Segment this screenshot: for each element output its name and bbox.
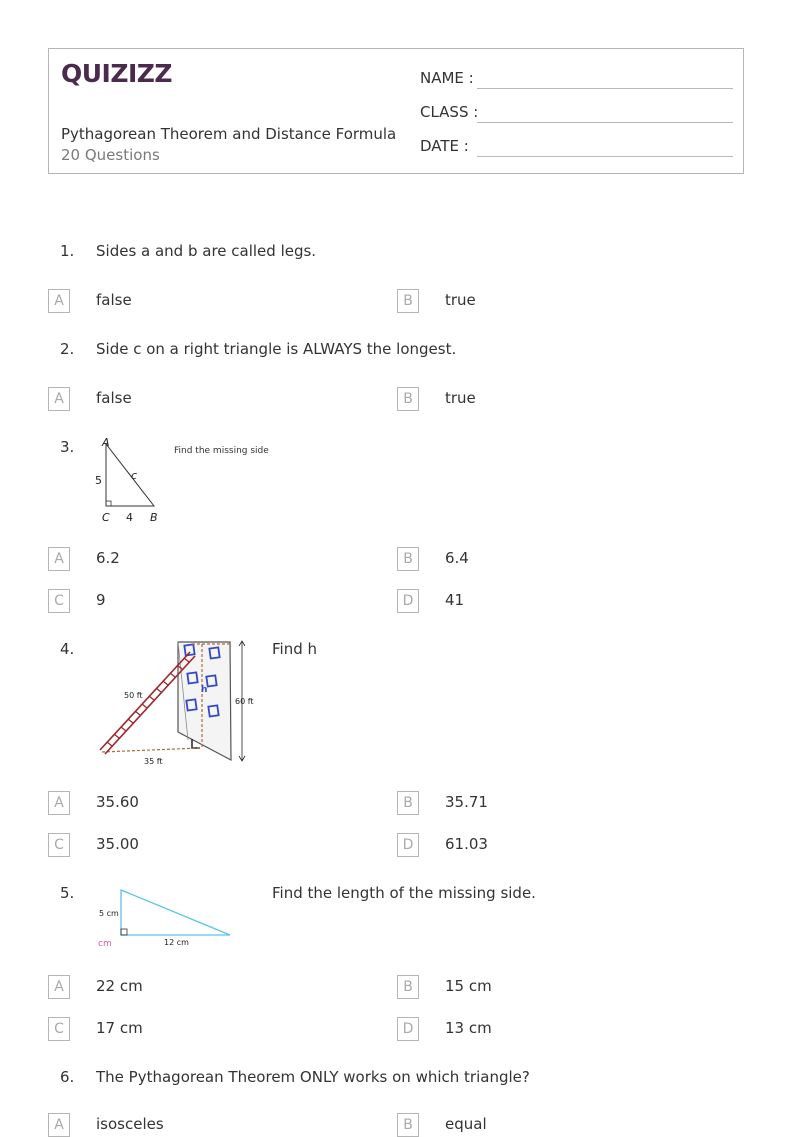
vertex-b-label: B xyxy=(150,511,158,524)
side-5cm-label: 5 cm xyxy=(99,909,119,918)
option-letter[interactable]: A xyxy=(48,791,70,815)
h-label: h xyxy=(201,685,208,695)
question-text: Side c on a right triangle is ALWAYS the longest. xyxy=(96,340,457,358)
vertex-a-label: A xyxy=(102,436,110,449)
option-text[interactable]: 22 cm xyxy=(96,977,143,995)
triangle-figure xyxy=(90,432,280,528)
option-letter[interactable]: C xyxy=(48,1017,70,1041)
worksheet-header xyxy=(48,48,744,174)
side-c-label: c xyxy=(131,469,138,482)
question-text: Sides a and b are called legs. xyxy=(96,242,317,260)
class-label: CLASS : xyxy=(420,103,479,121)
option-text[interactable]: false xyxy=(96,389,132,407)
ladder-label: 50 ft xyxy=(124,691,143,700)
option-letter[interactable]: A xyxy=(48,547,70,571)
base-label: 35 ft xyxy=(144,757,163,766)
question-number: 1. xyxy=(60,242,75,260)
option-letter[interactable]: B xyxy=(397,547,419,571)
option-text[interactable]: 35.00 xyxy=(96,835,139,853)
option-text[interactable]: 35.60 xyxy=(96,793,139,811)
option-letter[interactable]: A xyxy=(48,975,70,999)
question-number: 3. xyxy=(60,438,75,456)
option-letter[interactable]: B xyxy=(397,1113,419,1137)
option-text[interactable]: 6.2 xyxy=(96,549,120,567)
option-text[interactable]: 41 xyxy=(445,591,465,609)
option-letter[interactable]: B xyxy=(397,791,419,815)
question-count: 20 Questions xyxy=(61,146,160,164)
date-label: DATE : xyxy=(420,137,469,155)
question-text: The Pythagorean Theorem ONLY works on which triangle? xyxy=(96,1068,530,1086)
option-letter[interactable]: C xyxy=(48,589,70,613)
option-text[interactable]: 35.71 xyxy=(445,793,488,811)
class-line xyxy=(477,122,733,123)
option-text[interactable]: 6.4 xyxy=(445,549,469,567)
option-text[interactable]: isosceles xyxy=(96,1115,164,1133)
option-letter[interactable]: B xyxy=(397,387,419,411)
right-triangle-figure xyxy=(94,884,238,952)
vertex-c-label: C xyxy=(102,511,110,524)
option-text[interactable]: true xyxy=(445,291,476,309)
option-letter[interactable]: B xyxy=(397,975,419,999)
name-label: NAME : xyxy=(420,69,474,87)
side-4-label: 4 xyxy=(126,511,133,524)
option-letter[interactable]: C xyxy=(48,833,70,857)
option-text[interactable]: 9 xyxy=(96,591,106,609)
name-line xyxy=(477,88,733,89)
date-line xyxy=(477,156,733,157)
option-text[interactable]: equal xyxy=(445,1115,487,1133)
question-number: 5. xyxy=(60,884,75,902)
question-number: 2. xyxy=(60,340,75,358)
option-text[interactable]: 13 cm xyxy=(445,1019,492,1037)
option-letter[interactable]: A xyxy=(48,289,70,313)
figure-caption: Find the missing side xyxy=(174,446,269,456)
question-number: 4. xyxy=(60,640,75,658)
quizizz-logo: QUIZIZZ xyxy=(61,59,173,88)
option-letter[interactable]: A xyxy=(48,1113,70,1137)
question-text: Find h xyxy=(272,640,318,658)
question-number: 6. xyxy=(60,1068,75,1086)
unit-label: cm xyxy=(98,939,112,949)
worksheet-title: Pythagorean Theorem and Distance Formula xyxy=(61,125,397,143)
option-letter[interactable]: D xyxy=(397,833,419,857)
side-12cm-label: 12 cm xyxy=(164,938,189,947)
option-text[interactable]: 17 cm xyxy=(96,1019,143,1037)
ladder-figure xyxy=(96,636,266,770)
option-text[interactable]: false xyxy=(96,291,132,309)
side-5-label: 5 xyxy=(95,474,102,487)
option-letter[interactable]: D xyxy=(397,589,419,613)
option-letter[interactable]: B xyxy=(397,289,419,313)
option-text[interactable]: 61.03 xyxy=(445,835,488,853)
option-text[interactable]: true xyxy=(445,389,476,407)
option-text[interactable]: 15 cm xyxy=(445,977,492,995)
option-letter[interactable]: A xyxy=(48,387,70,411)
height-label: 60 ft xyxy=(235,697,254,706)
option-letter[interactable]: D xyxy=(397,1017,419,1041)
question-text: Find the length of the missing side. xyxy=(272,884,536,902)
